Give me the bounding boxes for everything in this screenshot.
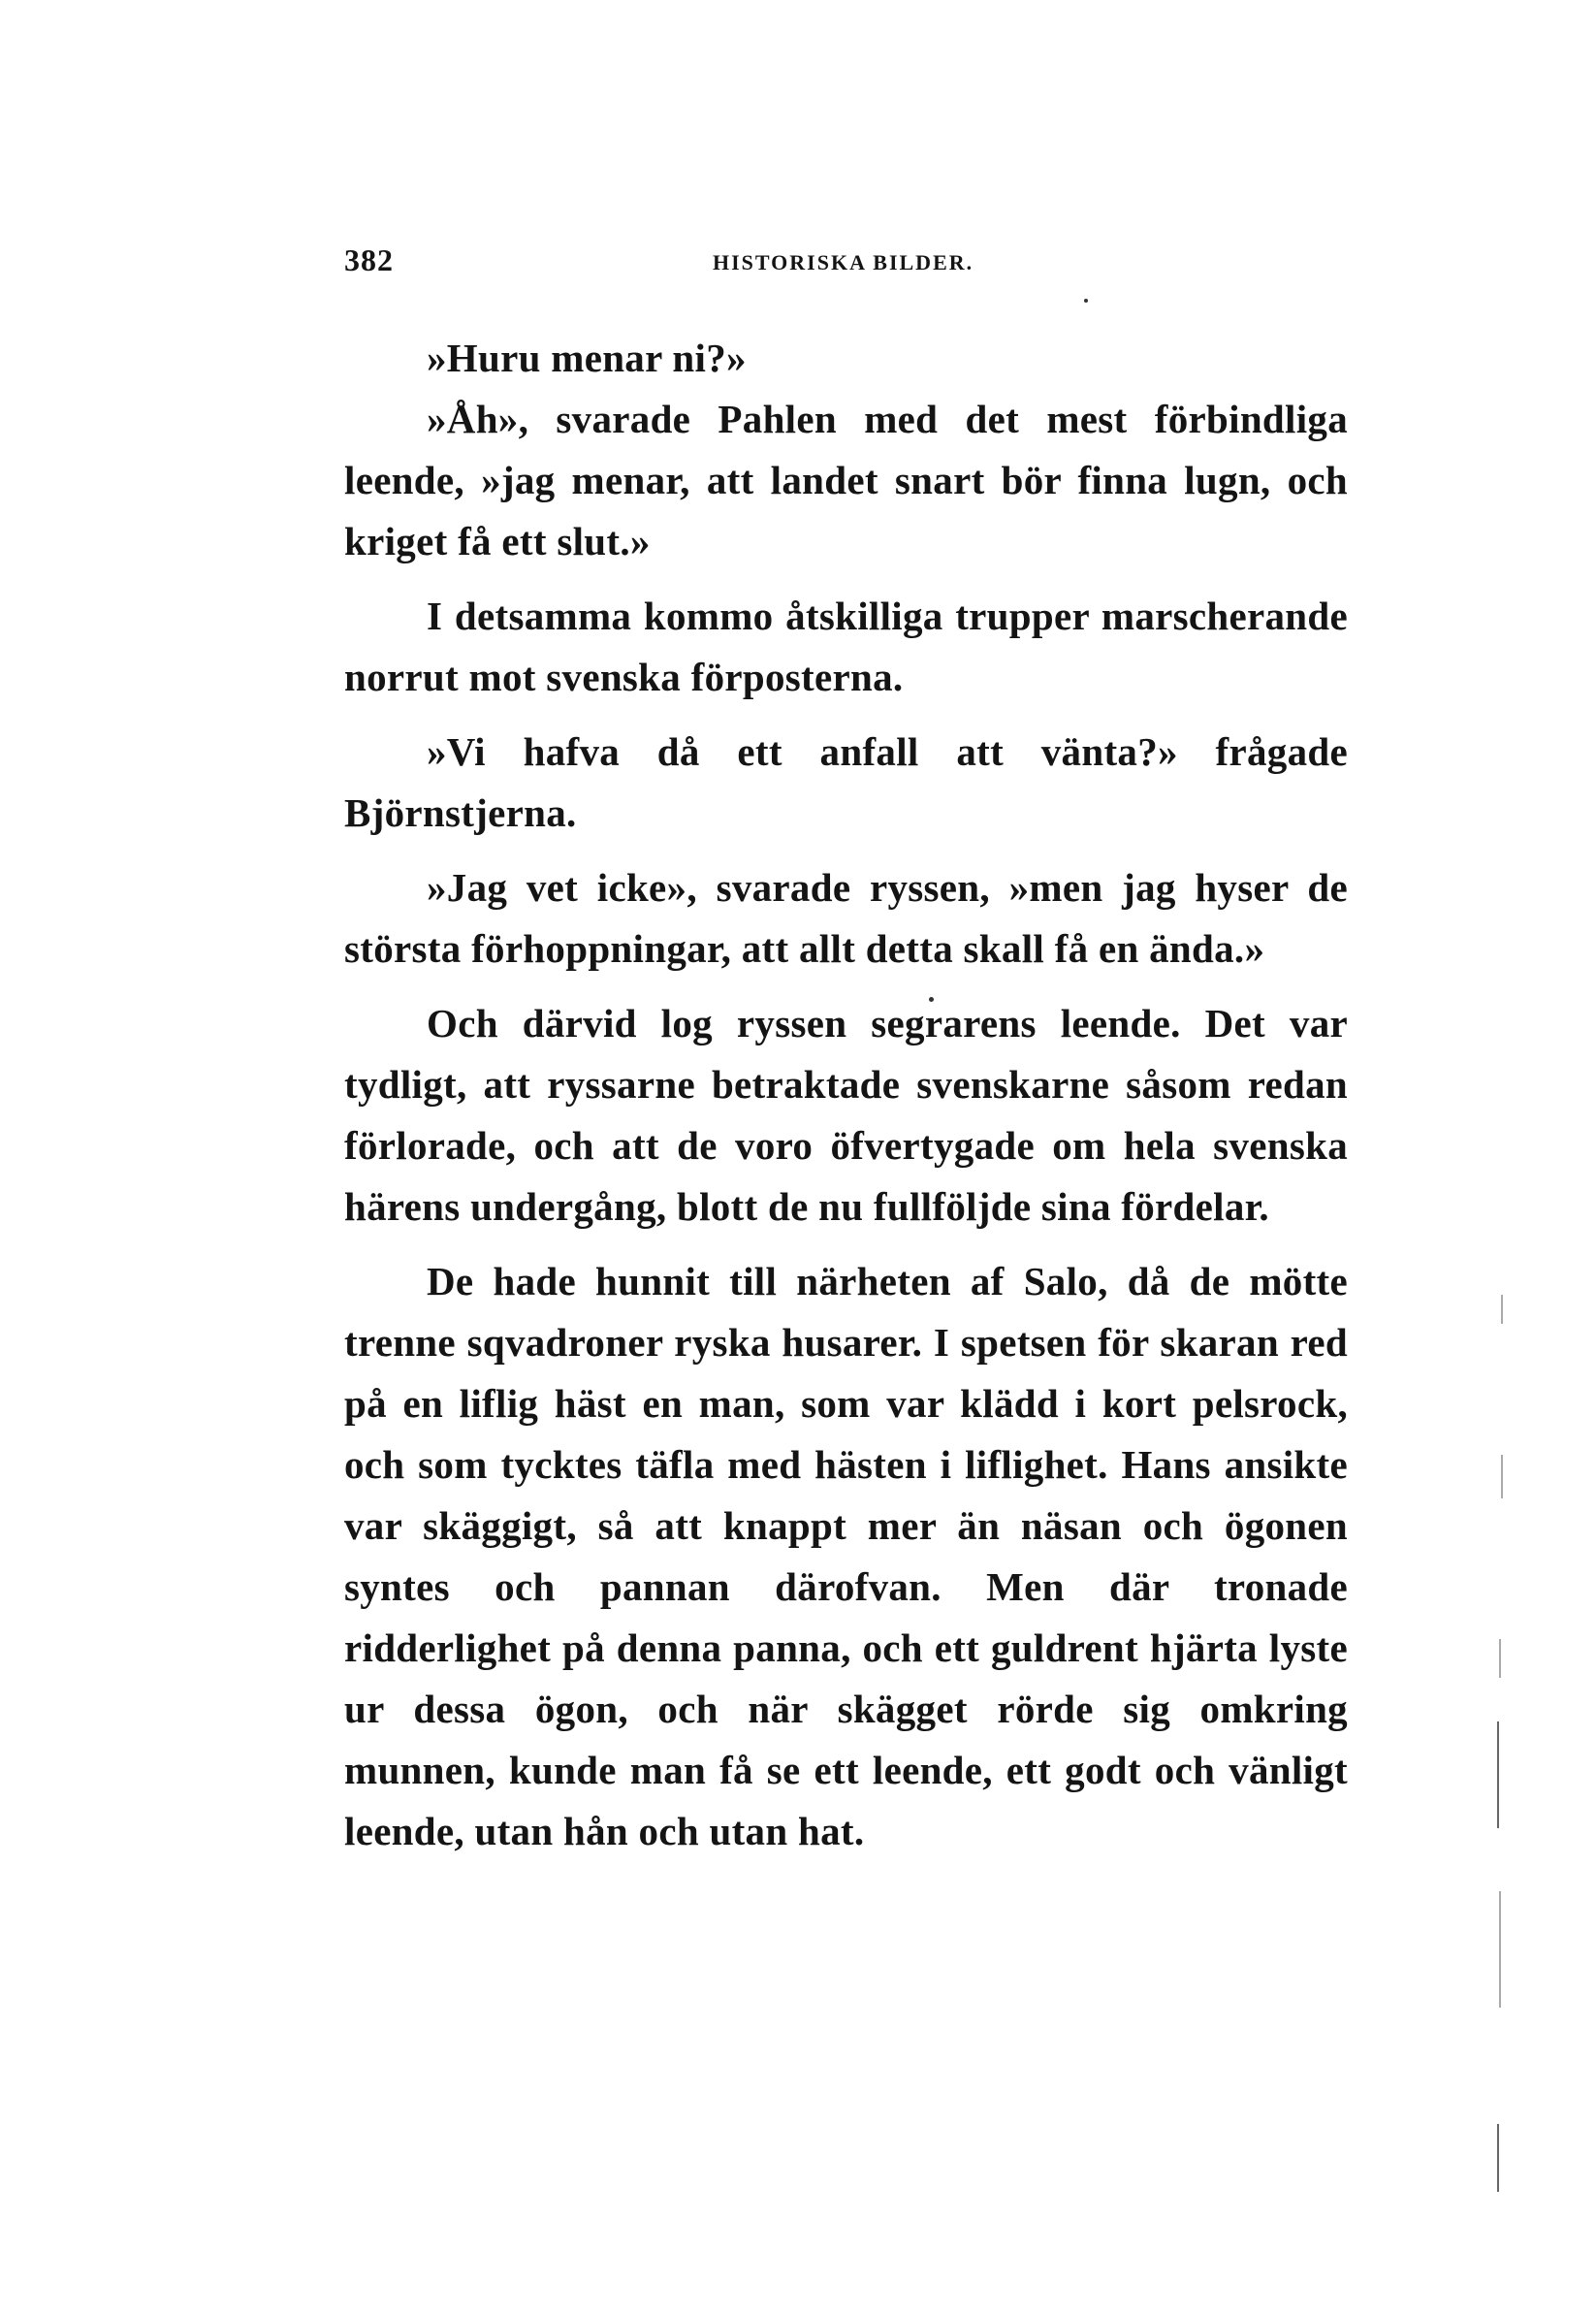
page-edge-mark	[1499, 1639, 1501, 1678]
paragraph: »Vi hafva då ett anfall att vänta?» frågade Björnstjerna.	[344, 729, 1348, 835]
paragraph: De hade hunnit till närheten af Salo, då de mötte trenne sqvadroner ryska husarer. I spetsen för skaran red på en liflig häst en man, som var klädd i kort pelsrock, och som tycktes täfla med hästen i liflighet. Hans ansikte var skäggigt, så att knappt mer än näsan och ögonen syntes och pannan därofvan. Men där tronade ridderlighet på denna panna, och ett guldrent hjärta lyste ur dessa ögon, och när skägget rörde sig omkring munnen, kunde man få se ett leende, ett godt och vänligt leende, utan hån och utan hat.	[344, 1259, 1348, 1853]
page-edge-mark	[1501, 1455, 1503, 1498]
print-speck	[1084, 299, 1088, 303]
page-edge-mark	[1499, 1891, 1501, 2008]
page-edge-mark	[1501, 1295, 1503, 1324]
page-number: 382	[344, 242, 394, 277]
paragraph: »Huru menar ni?»	[427, 336, 747, 380]
page-header	[344, 242, 1348, 281]
paragraph: »Åh», svarade Pahlen med det mest förbindliga leende, »jag menar, att landet snart bör finna lugn, och kriget få ett slut.»	[344, 397, 1348, 563]
paragraph: Och därvid log ryssen segrarens leende. Det var tydligt, att ryssarne betraktade svenskarne såsom redan förlorade, och att de voro öfvertygade om hela svenska härens undergång, blott de nu fullföljde sina fördelar.	[344, 1001, 1348, 1229]
body-text	[344, 328, 1348, 1862]
running-head: HISTORISKA BILDER.	[713, 250, 974, 274]
page-edge-mark	[1497, 1721, 1499, 1828]
paragraph: »Jag vet icke», svarade ryssen, »men jag hyser de största förhoppningar, att allt detta skall få en ända.»	[344, 865, 1348, 971]
paragraph: I detsamma kommo åtskilliga trupper marscherande norrut mot svenska förposterna.	[344, 594, 1348, 699]
page-edge-mark	[1497, 2124, 1499, 2192]
